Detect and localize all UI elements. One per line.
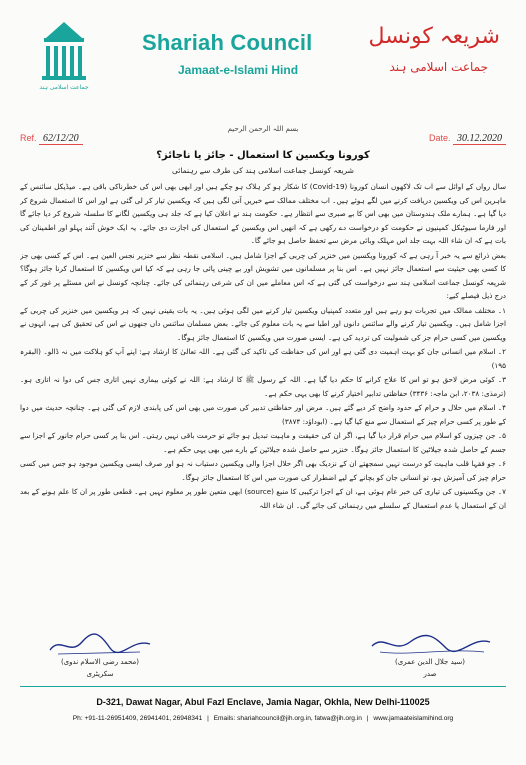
body-paragraph: ۱۔ مختلف ممالک میں تجربات ہو رہے ہیں اور متعدد کمپنیاں ویکسین تیار کرنے میں لگی ہوئی ہیں۔ یہ بات یقینی نہیں کہ ہر ویکسین میں خنزیر کی چربی کے اجزا شامل ہیں۔ ویکسین تیار کرنے والے سائنس دانوں اور اطبا سے یہ بات معلوم کی جائے۔ بعض مسلمان سائنس داں جنھوں نے اس کی تحقیق کی ہے، انہوں نے ویکسین میں کسی حرام جز کی شمولیت کی تردید کی ہے۔ ایسی صورت میں ویکسین کا استعمال جائز ہوگا۔: [20, 305, 506, 342]
president-signature-block: [360, 628, 500, 678]
secretary-role: سکریٹری: [86, 670, 114, 678]
org-subname-english: Jamaat-e-Islami Hind: [178, 63, 299, 77]
secretary-signature: [40, 628, 160, 662]
logo-caption: جماعت اسلامی ہند: [39, 84, 89, 91]
president-signature: [360, 628, 500, 662]
ref-label: Ref.: [20, 133, 37, 143]
ref-value: 62/12/20: [39, 133, 83, 145]
footer-address: D-321, Dawat Nagar, Abul Fazl Enclave, Jamia Nagar, Okhla, New Delhi-110025: [96, 697, 430, 707]
org-subname-urdu: جماعت اسلامی ہند: [389, 60, 488, 74]
letter-date: [429, 133, 506, 144]
bismillah: بسم اللہ الرحمن الرحیم: [227, 125, 299, 133]
body-paragraph: بعض ذرائع سے یہ خبر آ رہی ہے کہ کورونا ویکسین میں خنزیر کی چربی کے اجزا شامل ہیں۔ اسلامی نقطہ نظر سے خنزیر نجس العین ہے۔ اس کے کسی بھی جز کا کسی بھی حیثیت سے استعمال جائز نہیں ہے۔ اس بنا پر مسلمانوں میں تشویش اور بے چینی پائی جا رہی ہے کہ کیا اس ویکسین کا استعمال کرنا جائز ہوگا؟ شریعہ کونسل جماعت اسلامی ہند سے درخواست کی گئی ہے کہ اس معاملے میں ان کی شرعی رہنمائی کی جائے۔ چنانچہ کونسل نے اس مسئلے پر غور کر کے درج ذیل فیصلے کیے:: [20, 250, 506, 300]
body-paragraph: ۵۔ جن چیزوں کو اسلام میں حرام قرار دیا گیا ہے، اگر ان کی حقیقت و ماہیت تبدیل ہو جائے تو حرمت باقی نہیں رہتی۔ اس بنا پر کسی حرام جانور کے اجزا سے جسم کے حاصل شدہ جیلاٹین کا استعمال جائز ہوگا۔ خنزیر سے حاصل شدہ جیلاٹین کے بارے میں بھی یہی حکم ہے۔: [20, 431, 506, 454]
org-name-urdu: شریعہ کونسل: [368, 24, 500, 49]
body-paragraph: ۶۔ جو فقہا قلب ماہیت کو درست نہیں سمجھتے ان کے نزدیک بھی اگر حلال اجزا والی ویکسین دستیاب نہ ہو اور صرف ایسی ویکسین موجود ہو جس میں کسی حرام چیز کی آمیزش ہو، تو انسانی جان کو بچانے کے لیے اضطرار کی صورت میں اس کا استعمال جائز ہوگا۔: [20, 459, 506, 482]
body-paragraph: ۴۔ اسلام میں حلال و حرام کے حدود واضح کر دیے گئے ہیں۔ مرض اور حفاظتی تدبیر کی صورت میں بھی اس کی پابندی لازم کی گئی ہے۔ چنانچہ حدیث میں دوا کے طور پر کسی حرام چیز کے استعمال سے منع کیا گیا ہے۔ (ابوداؤد: ۳۸۷۴): [20, 403, 506, 426]
footer-website[interactable]: www.jamaateislamihind.org: [373, 715, 454, 722]
secretary-name: (محمد رضی الاسلام ندوی): [60, 658, 140, 666]
president-name: (سید جلال الدین عمری): [395, 658, 465, 666]
letterhead-header: [0, 0, 526, 100]
footer-phone: Ph: +91-11-26951409, 26941401, 26948341: [72, 715, 203, 722]
footer-contacts: Ph: +91-11-26951409, 26941401, 26948341 | Emails: shariahcouncil@jih.org.in, fatwa@jih.org.in | www.jamaateislamihind.org: [72, 715, 454, 722]
body-paragraph: سال رواں کے اوائل سے اب تک لاکھوں انسان کورونا (Covid-19) کا شکار ہو کر ہلاک ہو چکے ہیں اور ابھی بھی اس کی خطرناکی باقی ہے۔ میڈیکل سائنس کے ماہرین اس کی ویکسین دریافت کرنے میں لگے ہوئے ہیں۔ اب مختلف ممالک سے خبریں آنی لگی ہیں کہ ویکسین تیار کر لی گئی ہے اور اس کا استعمال شروع کر دیا گیا ہے۔ ہمارے ملک ہندوستان میں بھی اس کا بے صبری سے انتظار ہے۔ حکومت ہند نے اعلان کیا ہے کہ جلد ہی ویکسین لگانے کا سلسلہ شروع کر دیا جائے گا اور فارما سیوٹیکل کمپنیوں نے حکومت کو درخواست دے رکھی ہے کہ انھیں اس ویکسین کے استعمال کی اجازت دی جائے۔ یہ ایک خوش آئند پہلو اور اطمینان کی بات ہے کہ ان شاء اللہ بہت جلد اس مہلک وبائی مرض سے تحفظ حاصل ہو جائے گا۔: [20, 182, 506, 245]
body-paragraph: ۲۔ اسلام میں انسانی جان کو بہت اہمیت دی گئی ہے اور اس کی حفاظت کی تاکید کی گئی ہے۔ اللہ تعالیٰ کا ارشاد ہے: اپنے آپ کو ہلاکت میں نہ ڈالو۔ (البقرہ ۱۹۵): [20, 347, 506, 370]
body-paragraph: ۳۔ کوئی مرض لاحق ہو تو اس کا علاج کرانے کا حکم دیا گیا ہے۔ اللہ کے رسول ﷺ کا ارشاد ہے: اللہ نے کوئی بیماری نہیں اتاری جس کی دوا نہ اتاری ہو۔ (ترمذی: ۲۰۳۸، ابن ماجہ: ۳۴۳۶) حفاظتی تدابیر اختیار کرنے کا بھی یہی حکم ہے۔: [20, 375, 506, 398]
date-value: 30.12.2020: [453, 133, 506, 145]
president-role: صدر: [423, 670, 437, 678]
document-subtitle: شریعہ کونسل جماعت اسلامی ہند کی طرف سے رہنمائی: [172, 166, 354, 175]
jih-logo-icon: [32, 18, 96, 92]
secretary-signature-block: [40, 628, 160, 678]
org-name-english: Shariah Council: [142, 30, 313, 55]
body-paragraph: ۷۔ جن ویکسینوں کی تیاری کی خبر عام ہوئی ہے، ان کے اجزا ترکیبی کا منبع (source) ابھی متعین طور پر معلوم نہیں ہے۔ قطعی طور پر ان کا علم ہونے کے بعد ان کے استعمال یا عدم استعمال کے سلسلے میں رہنمائی کی جائے گی۔ ان شاء اللہ: [20, 487, 506, 510]
footer-divider: [20, 686, 506, 687]
footer-emails: Emails: shariahcouncil@jih.org.in, fatwa@jih.org.in: [213, 715, 362, 722]
reference-number: [20, 133, 83, 144]
date-label: Date.: [428, 133, 451, 143]
document-title: کورونا ویکسین کا استعمال - جائز یا ناجائز؟: [156, 150, 370, 161]
document-body: [20, 180, 506, 620]
